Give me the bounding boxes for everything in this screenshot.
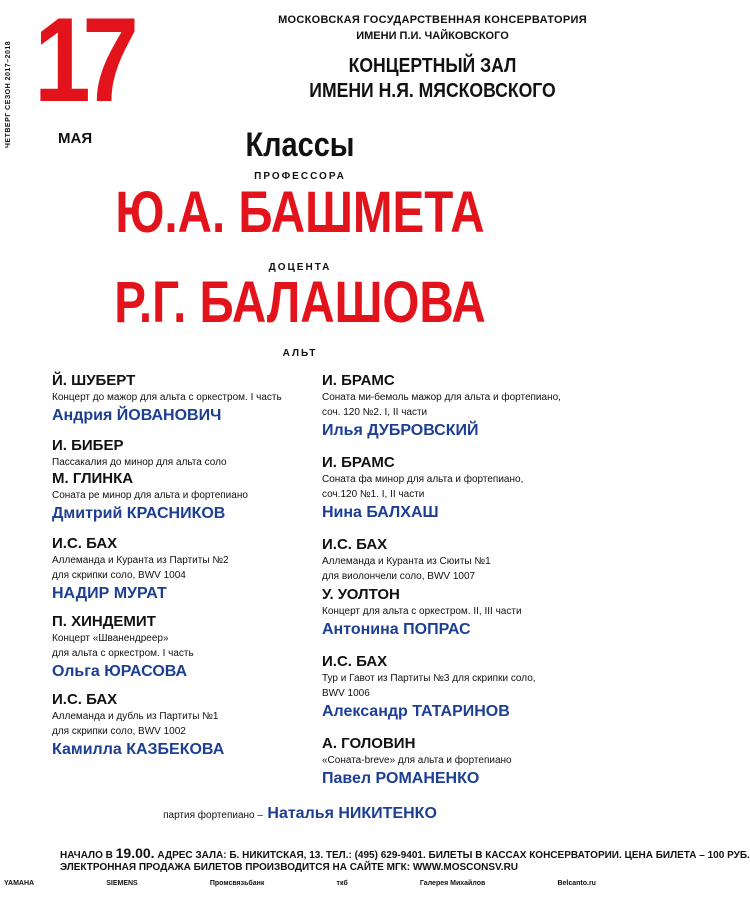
- work-title: Аллеманда и дубль из Партиты №1: [52, 711, 219, 722]
- program-item: [52, 470, 322, 525]
- hall-name-line2: ИМЕНИ Н.Я. МЯСКОВСКОГО: [309, 80, 556, 102]
- pianist-name: Наталья НИКИТЕНКО: [267, 805, 437, 822]
- program-item: [52, 613, 322, 683]
- sponsor-logo: Галерея Михайлов: [419, 880, 486, 887]
- work-title: соч. 120 №2. I, II части: [322, 407, 428, 418]
- performer-name: Ольга ЮРАСОВА: [52, 663, 188, 680]
- work-title: для скрипки соло, BWV 1004: [52, 570, 186, 581]
- work-title: Пассакалия до минор для альта соло: [52, 457, 227, 468]
- program-item: [322, 372, 592, 442]
- performer-name: Андрия ЙОВАНОВИЧ: [52, 407, 222, 424]
- docent-name: Р.Г. БАЛАШОВА: [114, 270, 486, 335]
- program-item: [322, 653, 592, 723]
- composer-name: М. ГЛИНКА: [52, 470, 134, 487]
- composer-name: И. БИБЕР: [52, 437, 124, 454]
- performer-name: Павел РОМАНЕНКО: [322, 770, 480, 787]
- composer-name: И.С. БАХ: [52, 535, 118, 552]
- work-title: «Соната-breve» для альта и фортепиано: [322, 755, 512, 766]
- composer-name: И.С. БАХ: [322, 653, 388, 670]
- hall-name-line1: КОНЦЕРТНЫЙ ЗАЛ: [348, 55, 517, 77]
- program-item: [52, 691, 322, 761]
- work-title: Соната фа минор для альта и фортепиано,: [322, 474, 524, 485]
- composer-name: П. ХИНДЕМИТ: [52, 613, 156, 630]
- program-item: [52, 372, 322, 427]
- composer-name: А. ГОЛОВИН: [322, 735, 416, 752]
- start-time: 19.00.: [115, 845, 155, 861]
- work-title: для виолончели соло, BWV 1007: [322, 571, 476, 582]
- start-label: НАЧАЛО В: [60, 850, 113, 861]
- work-title: BWV 1006: [322, 688, 370, 699]
- program-item: [322, 454, 592, 524]
- date-day: 17: [34, 0, 131, 127]
- program-column-right: [322, 372, 592, 790]
- professor-label: ПРОФЕССОРА: [254, 171, 346, 182]
- conservatory-name-line1: МОСКОВСКАЯ ГОСУДАРСТВЕННАЯ КОНСЕРВАТОРИЯ: [278, 14, 587, 26]
- composer-name: И.С. БАХ: [52, 691, 118, 708]
- performer-name: Нина БАЛХАШ: [322, 504, 439, 521]
- work-title: Соната ре минор для альта и фортепиано: [52, 490, 248, 501]
- program-item: [322, 536, 592, 584]
- work-title: Концерт до мажор для альта с оркестром. I часть: [52, 392, 282, 403]
- professor-name: Ю.А. БАШМЕТА: [115, 180, 485, 245]
- work-title: Аллеманда и Куранта из Партиты №2: [52, 555, 229, 566]
- classes-title: Классы: [245, 126, 355, 164]
- sponsor-logo: Belcanto.ru: [557, 880, 596, 887]
- sponsor-logos: [4, 880, 596, 887]
- address-info: АДРЕС ЗАЛА: Б. НИКИТСКАЯ, 13. ТЕЛ.: (495) 629-9401. БИЛЕТЫ В КАССАХ КОНСЕРВАТОРИИ. ЦЕНА БИЛЕТА – 100 РУБ.: [157, 850, 750, 861]
- performer-name: Антонина ПОПРАС: [322, 621, 471, 638]
- performer-name: Дмитрий КРАСНИКОВ: [52, 505, 226, 522]
- pianist-label: партия фортепиано –: [163, 810, 263, 821]
- program-column-left: [52, 372, 322, 761]
- performer-name: Камилла КАЗБЕКОВА: [52, 741, 225, 758]
- date-month: МАЯ: [58, 130, 93, 147]
- program-item: [52, 437, 322, 470]
- season-caption: ЧЕТВЕРГ СЕЗОН 2017–2018: [5, 40, 12, 148]
- program-item: [52, 535, 322, 605]
- composer-name: Й. ШУБЕРТ: [52, 372, 136, 389]
- program-item: [322, 735, 592, 790]
- work-title: Концерт «Шванендреер»: [52, 633, 169, 644]
- performer-name: НАДИР МУРАТ: [52, 585, 167, 602]
- work-title: для скрипки соло, BWV 1002: [52, 726, 186, 737]
- work-title: Соната ми-бемоль мажор для альта и фортепиано,: [322, 392, 561, 403]
- sponsor-logo: YAMAHA: [4, 880, 35, 887]
- composer-name: У. УОЛТОН: [322, 586, 400, 603]
- sponsor-logo: ткб: [336, 880, 348, 887]
- footer-info-line: [60, 845, 750, 861]
- sponsor-logo: Промсвязьбанк: [209, 880, 265, 887]
- performer-name: Александр ТАТАРИНОВ: [322, 703, 510, 720]
- online-sales-line: ЭЛЕКТРОННАЯ ПРОДАЖА БИЛЕТОВ ПРОИЗВОДИТСЯ НА САЙТЕ МГК: WWW.MOSCONSV.RU: [60, 862, 519, 873]
- sponsor-logo: SIEMENS: [106, 880, 138, 887]
- docent-label: ДОЦЕНТА: [268, 262, 332, 273]
- work-title: Аллеманда и Куранта из Сюиты №1: [322, 556, 491, 567]
- work-title: Концерт для альта с оркестром. II, III части: [322, 606, 522, 617]
- work-title: Тур и Гавот из Партиты №3 для скрипки соло,: [322, 673, 536, 684]
- composer-name: И. БРАМС: [322, 454, 395, 471]
- pianist-line: [0, 805, 600, 823]
- program-item: [322, 586, 592, 641]
- composer-name: И. БРАМС: [322, 372, 395, 389]
- work-title: соч.120 №1. I, II части: [322, 489, 425, 500]
- performer-name: Илья ДУБРОВСКИЙ: [322, 422, 479, 439]
- instrument-label: АЛЬТ: [282, 348, 318, 359]
- composer-name: И.С. БАХ: [322, 536, 388, 553]
- work-title: для альта с оркестром. I часть: [52, 648, 194, 659]
- conservatory-name-line2: ИМЕНИ П.И. ЧАЙКОВСКОГО: [356, 30, 509, 42]
